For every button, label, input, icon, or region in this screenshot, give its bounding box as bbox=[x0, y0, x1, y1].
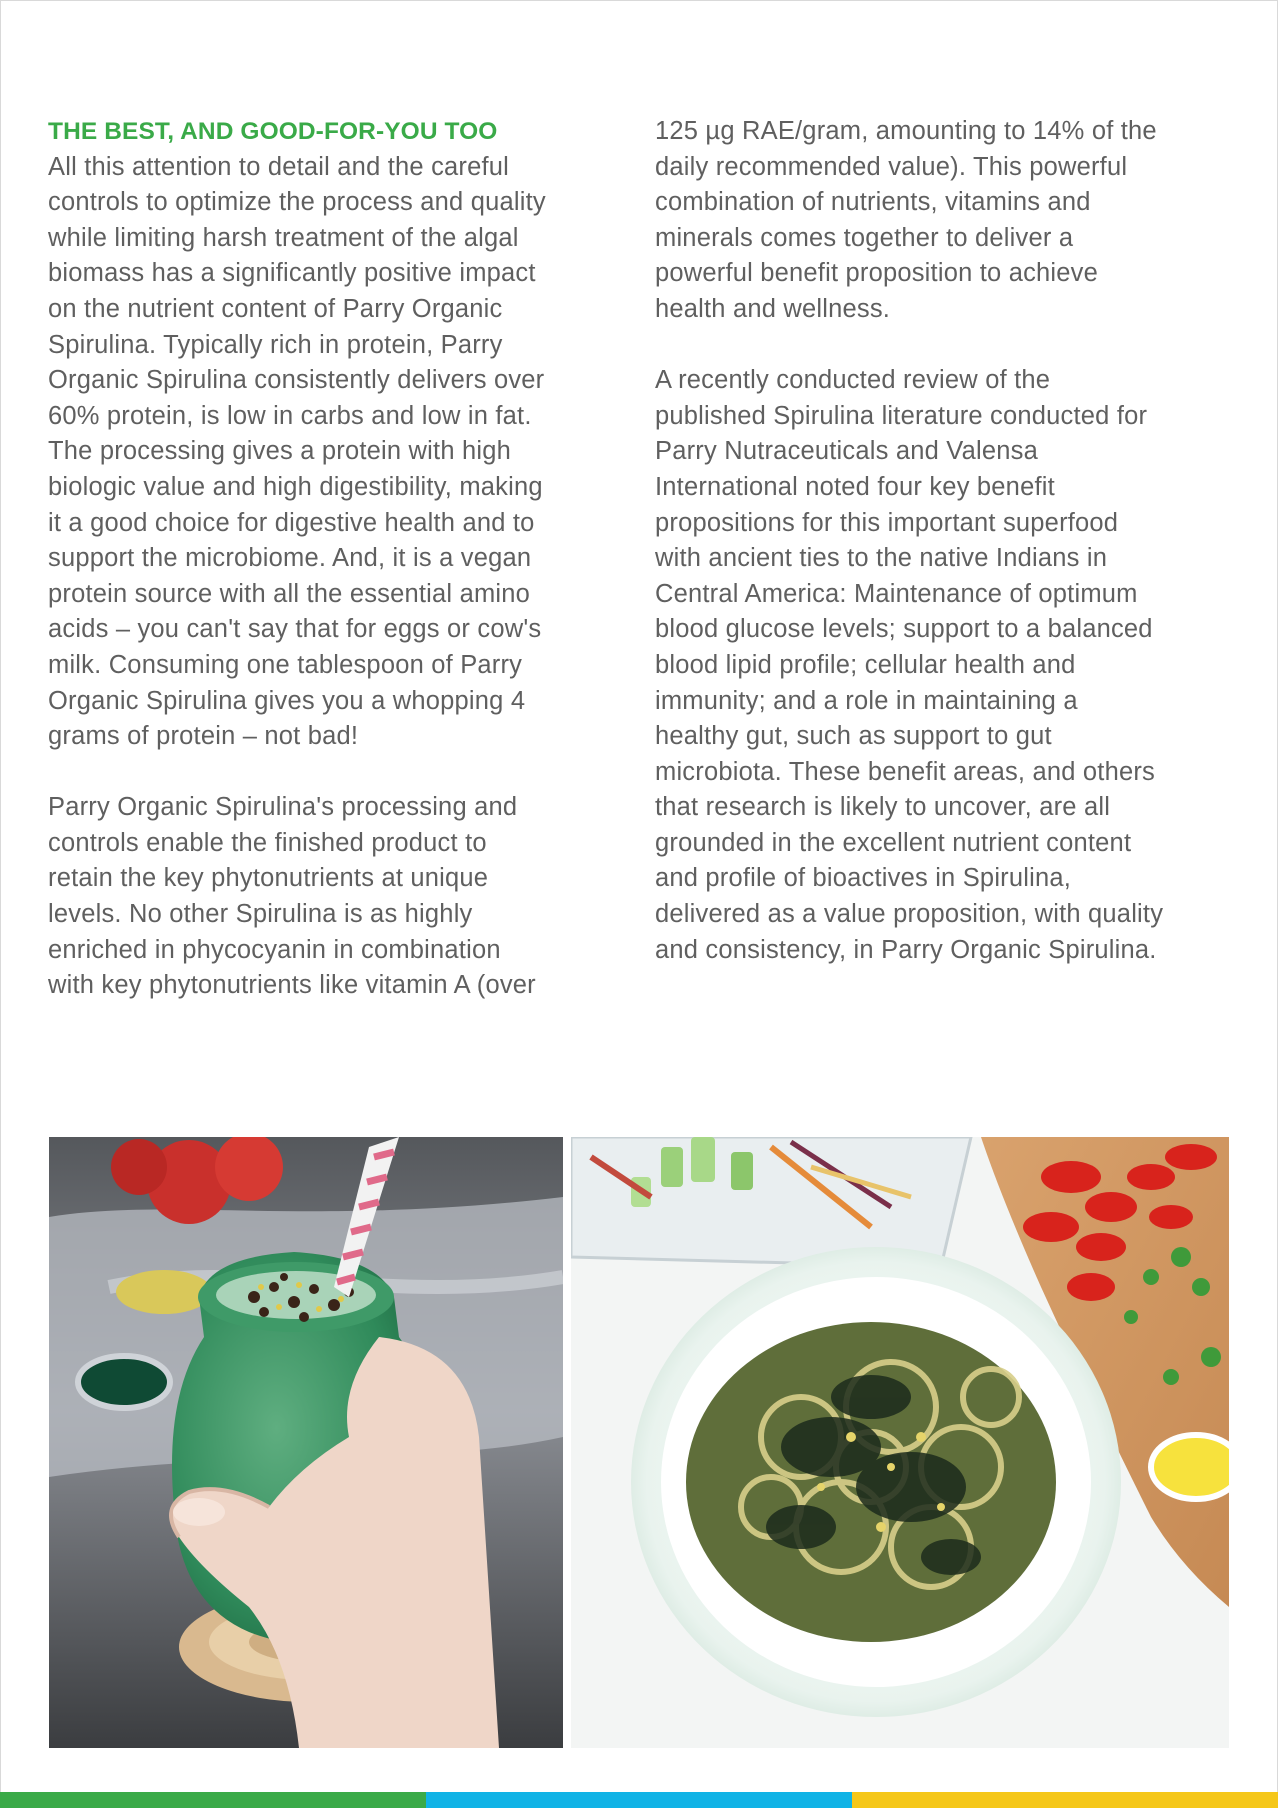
paragraph-vitamin-continued bbox=[655, 114, 1233, 328]
text-line: grounded in the excellent nutrient content bbox=[655, 828, 1132, 857]
text-line: combination of nutrients, vitamins and bbox=[655, 188, 1091, 217]
left-column bbox=[48, 114, 628, 1004]
text-line: Spirulina. Typically rich in protein, Parry bbox=[48, 330, 503, 359]
text-line: it a good choice for digestive health and to bbox=[48, 508, 535, 537]
text-line: biomass has a significantly positive impact bbox=[48, 259, 536, 288]
text-line: biologic value and high digestibility, making bbox=[48, 472, 543, 501]
section-heading: THE BEST, AND GOOD-FOR-YOU TOO bbox=[48, 118, 498, 145]
smoothie-illustration bbox=[49, 1137, 563, 1748]
text-line: and consistency, in Parry Organic Spirulina. bbox=[655, 935, 1157, 964]
text-line: Parry Organic Spirulina's processing and bbox=[48, 793, 518, 822]
text-line: grams of protein – not bad! bbox=[48, 722, 359, 751]
text-line: 60% protein, is low in carbs and low in fat. bbox=[48, 401, 532, 430]
text-line: with key phytonutrients like vitamin A (over bbox=[48, 971, 536, 1000]
text-line: milk. Consuming one tablespoon of Parry bbox=[48, 650, 523, 679]
text-line: minerals comes together to deliver a bbox=[655, 223, 1074, 252]
text-line: blood lipid profile; cellular health and bbox=[655, 650, 1076, 679]
text-line: immunity; and a role in maintaining a bbox=[655, 686, 1078, 715]
text-line: The processing gives a protein with high bbox=[48, 437, 512, 466]
paragraph-gap bbox=[655, 328, 1233, 364]
text-line: and profile of bioactives in Spirulina, bbox=[655, 864, 1072, 893]
text-line: controls enable the finished product to bbox=[48, 828, 487, 857]
footer-stripe-blue bbox=[426, 1792, 852, 1808]
text-line: levels. No other Spirulina is as highly bbox=[48, 900, 473, 929]
text-line: published Spirulina literature conducted for bbox=[655, 401, 1148, 430]
footer-stripe-yellow bbox=[852, 1792, 1278, 1808]
text-line: Parry Nutraceuticals and Valensa bbox=[655, 437, 1038, 466]
text-line: that research is likely to uncover, are all bbox=[655, 793, 1111, 822]
text-line: microbiota. These benefit areas, and others bbox=[655, 757, 1155, 786]
text-line: Organic Spirulina consistently delivers over bbox=[48, 366, 545, 395]
text-line: health and wellness. bbox=[655, 294, 891, 323]
text-line: Central America: Maintenance of optimum bbox=[655, 579, 1138, 608]
text-line: A recently conducted review of the bbox=[655, 366, 1051, 395]
text-line: daily recommended value). This powerful bbox=[655, 152, 1128, 181]
text-line: acids – you can't say that for eggs or cow's bbox=[48, 615, 542, 644]
text-line: retain the key phytonutrients at unique bbox=[48, 864, 489, 893]
noodle-bowl-photo bbox=[571, 1137, 1229, 1748]
text-line: blood glucose levels; support to a balanced bbox=[655, 615, 1153, 644]
text-line: healthy gut, such as support to gut bbox=[655, 722, 1052, 751]
paragraph-gap bbox=[48, 755, 628, 791]
text-line: controls to optimize the process and quality bbox=[48, 188, 546, 217]
text-line: delivered as a value proposition, with quality bbox=[655, 900, 1164, 929]
noodle-bowl-illustration bbox=[571, 1137, 1229, 1748]
text-line: while limiting harsh treatment of the algal bbox=[48, 223, 519, 252]
text-line: Organic Spirulina gives you a whopping 4 bbox=[48, 686, 526, 715]
text-line: propositions for this important superfood bbox=[655, 508, 1119, 537]
text-line: on the nutrient content of Parry Organic bbox=[48, 294, 503, 323]
text-line: 125 µg RAE/gram, amounting to 14% of the bbox=[655, 117, 1157, 145]
text-line: enriched in phycocyanin in combination bbox=[48, 935, 501, 964]
text-line: powerful benefit proposition to achieve bbox=[655, 259, 1098, 288]
text-line: All this attention to detail and the careful bbox=[48, 152, 510, 181]
text-line: support the microbiome. And, it is a vegan bbox=[48, 544, 532, 573]
text-line: protein source with all the essential amino bbox=[48, 579, 531, 608]
footer-stripe-green bbox=[0, 1792, 426, 1808]
paragraph-phytonutrients bbox=[48, 790, 628, 1004]
right-column bbox=[655, 114, 1233, 968]
text-line: with ancient ties to the native Indians in bbox=[655, 544, 1108, 573]
smoothie-photo bbox=[49, 1137, 563, 1748]
paragraph-protein bbox=[48, 150, 628, 755]
text-line: International noted four key benefit bbox=[655, 472, 1055, 501]
paragraph-literature-review bbox=[655, 363, 1233, 968]
